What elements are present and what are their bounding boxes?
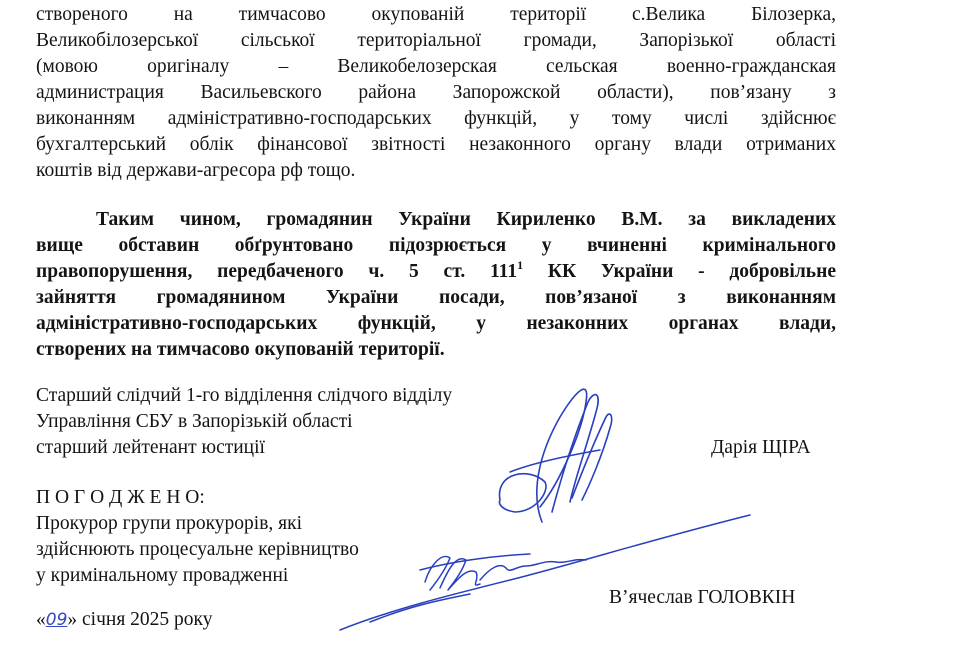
paragraph2-line: зайняття громадянином України посади, пов’язаної з виконанням xyxy=(36,287,836,308)
date-rest: січня 2025 року xyxy=(77,609,213,630)
approval-position-line: Прокурор групи прокурорів, які xyxy=(36,513,303,534)
paragraph1-line: администрация Васильевского района Запорожской области), пов’язану з xyxy=(36,82,836,103)
paragraph2-line xyxy=(36,259,836,285)
date-day-handwritten: 09 xyxy=(45,610,68,630)
investigator-position-line: Управління СБУ в Запорізькій області xyxy=(36,411,353,432)
investigator-position-line: старший лейтенант юстиції xyxy=(36,437,265,458)
paragraph1-line: створеного на тимчасово окупованій території с.Велика Білозерка, xyxy=(36,4,836,25)
date-open-quote: « xyxy=(36,609,46,630)
investigator-name: Дарія ЩІРА xyxy=(711,437,811,458)
article-superscript: 1 xyxy=(517,258,524,272)
paragraph1-line: коштів від держави-агресора рф тощо. xyxy=(36,160,356,181)
paragraph1-line: (мовою оригіналу – Великобелозерская сельская военно-гражданская xyxy=(36,56,836,77)
document-date xyxy=(36,607,213,633)
paragraph1-line: Великобілозерської сільської територіальної громади, Запорізької області xyxy=(36,30,836,51)
date-close-quote: » xyxy=(67,609,78,630)
paragraph2-line: створених на тимчасово окупованій території. xyxy=(36,339,445,360)
paragraph1-line: бухгалтерський облік фінансової звітності незаконного органу влади отриманих xyxy=(36,134,836,155)
approval-heading: П О Г О Д Ж Е Н О: xyxy=(36,487,205,508)
paragraph2-line: адміністративно-господарських функцій, у незаконних органах влади, xyxy=(36,313,836,334)
paragraph1-line: виконанням адміністративно-господарських функцій, у тому числі здійснює xyxy=(36,108,836,129)
approval-position-line: у кримінальному провадженні xyxy=(36,565,289,586)
approval-position-line: здійснюють процесуальне керівництво xyxy=(36,539,359,560)
investigator-signature xyxy=(490,372,630,532)
prosecutor-signature xyxy=(330,510,760,650)
approval-name: В’ячеслав ГОЛОВКІН xyxy=(609,587,796,608)
paragraph2-text: КК України - добровільне xyxy=(523,261,836,282)
paragraph2-text: правопорушення, передбаченого ч. 5 ст. 111 xyxy=(36,261,518,282)
paragraph2-line: вище обставин обґрунтовано підозрюється у вчиненні кримінального xyxy=(36,235,836,256)
investigator-position-line: Старший слідчий 1-го відділення слідчого відділу xyxy=(36,385,453,406)
paragraph2-line: Таким чином, громадянин України Кириленко В.М. за викладених xyxy=(96,209,836,230)
